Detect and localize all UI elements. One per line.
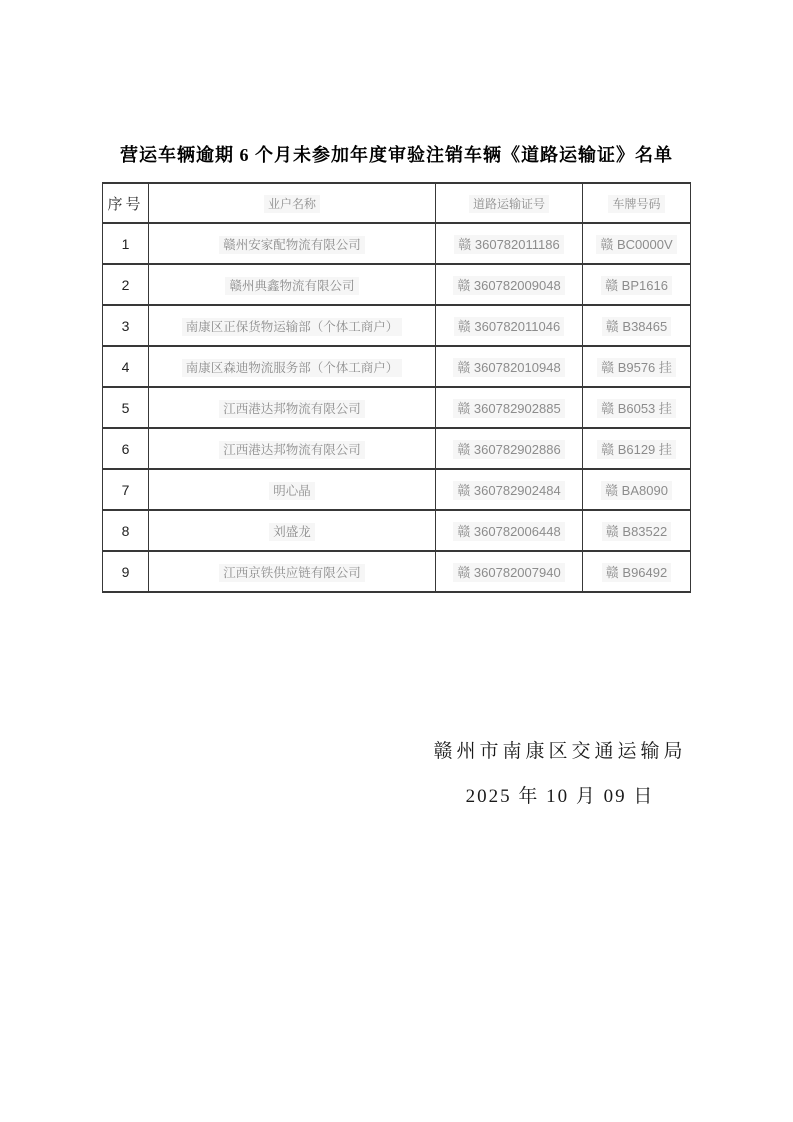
table-row: [103, 264, 691, 305]
plate-cell: [583, 346, 691, 387]
cert-cell: [436, 264, 583, 305]
table-row: [103, 346, 691, 387]
name-cell: [149, 346, 436, 387]
name-text: 江西港达邦物流有限公司: [219, 400, 365, 418]
signature-date: 2025 年 10 月 09 日: [465, 786, 655, 807]
plate-text: 赣 B9576 挂: [597, 358, 676, 377]
name-cell: [149, 387, 436, 428]
cert-text: 赣 360782010948: [453, 358, 564, 377]
signature-agency: 赣州市南康区交通运输局: [433, 741, 687, 762]
plate-text: 赣 B96492: [602, 563, 671, 582]
header-name-text: 业户名称: [264, 195, 320, 213]
seq-cell: 4: [103, 346, 149, 387]
cert-cell: [436, 551, 583, 592]
cert-text: 赣 360782009048: [453, 276, 564, 295]
cert-cell: [436, 510, 583, 551]
name-text: 南康区森迪物流服务部（个体工商户）: [182, 359, 403, 377]
table-row: [103, 551, 691, 592]
name-cell: [149, 428, 436, 469]
cert-text: 赣 360782902484: [453, 481, 564, 500]
name-text: 明心晶: [269, 482, 315, 500]
cert-cell: [436, 346, 583, 387]
plate-text: 赣 BP1616: [601, 276, 672, 295]
table-body: [103, 223, 691, 592]
plate-text: 赣 BC0000V: [596, 235, 676, 254]
cert-text: 赣 360782902886: [453, 440, 564, 459]
vehicle-table: [102, 182, 691, 593]
table-row: [103, 428, 691, 469]
plate-cell: [583, 510, 691, 551]
name-cell: [149, 223, 436, 264]
table-row: [103, 469, 691, 510]
seq-cell: 5: [103, 387, 149, 428]
header-name: [149, 183, 436, 223]
seq-cell: 2: [103, 264, 149, 305]
plate-cell: [583, 264, 691, 305]
seq-cell: 8: [103, 510, 149, 551]
plate-text: 赣 B6053 挂: [597, 399, 676, 418]
plate-cell: [583, 387, 691, 428]
cert-text: 赣 360782007940: [453, 563, 564, 582]
seq-cell: 3: [103, 305, 149, 346]
plate-text: 赣 B83522: [602, 522, 671, 541]
cert-text: 赣 360782902885: [453, 399, 564, 418]
plate-cell: [583, 469, 691, 510]
header-cert: [436, 183, 583, 223]
cert-cell: [436, 223, 583, 264]
header-plate-text: 车牌号码: [608, 195, 664, 213]
name-text: 江西京铁供应链有限公司: [219, 564, 365, 582]
cert-cell: [436, 387, 583, 428]
name-text: 南康区正保货物运输部（个体工商户）: [182, 318, 403, 336]
header-row: [103, 183, 691, 223]
name-cell: [149, 305, 436, 346]
seq-cell: 7: [103, 469, 149, 510]
name-cell: [149, 510, 436, 551]
name-cell: [149, 551, 436, 592]
plate-cell: [583, 551, 691, 592]
table-row: [103, 510, 691, 551]
header-cert-text: 道路运输证号: [469, 195, 549, 213]
table-row: [103, 387, 691, 428]
document-title: 营运车辆逾期 6 个月未参加年度审验注销车辆《道路运输证》名单: [120, 145, 673, 165]
header-seq: 序号: [103, 183, 149, 223]
seq-cell: 1: [103, 223, 149, 264]
name-text: 赣州典鑫物流有限公司: [225, 277, 358, 295]
name-text: 江西港达邦物流有限公司: [219, 441, 365, 459]
plate-cell: [583, 305, 691, 346]
cert-cell: [436, 428, 583, 469]
cert-text: 赣 360782011046: [454, 317, 564, 336]
cert-cell: [436, 305, 583, 346]
plate-text: 赣 B6129 挂: [597, 440, 676, 459]
cert-text: 赣 360782006448: [453, 522, 564, 541]
seq-cell: 9: [103, 551, 149, 592]
cert-cell: [436, 469, 583, 510]
name-cell: [149, 469, 436, 510]
plate-text: 赣 BA8090: [601, 481, 672, 500]
table-row: [103, 223, 691, 264]
signature-block: [415, 738, 705, 811]
header-plate: [583, 183, 691, 223]
cert-text: 赣 360782011186: [454, 235, 563, 254]
name-cell: [149, 264, 436, 305]
plate-cell: [583, 428, 691, 469]
plate-cell: [583, 223, 691, 264]
name-text: 赣州安家配物流有限公司: [219, 236, 365, 254]
plate-text: 赣 B38465: [602, 317, 671, 336]
table-row: [103, 305, 691, 346]
seq-cell: 6: [103, 428, 149, 469]
name-text: 刘盛龙: [269, 523, 315, 541]
